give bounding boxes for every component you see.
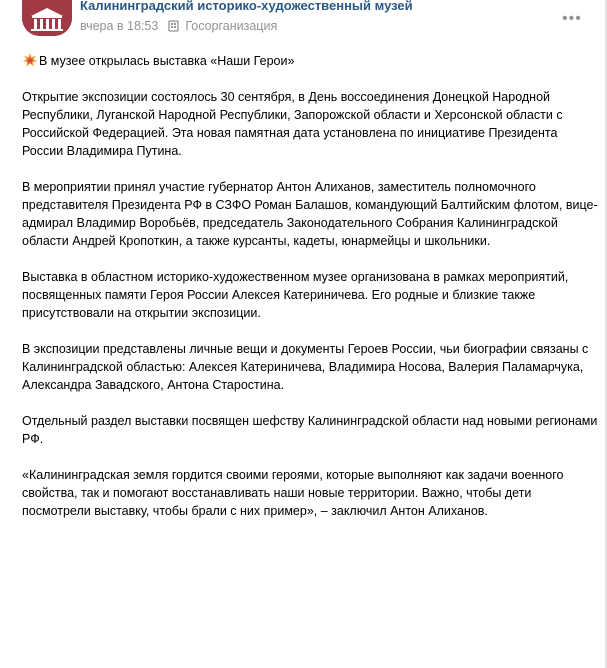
post-paragraph-2: В мероприятии принял участие губернатор Антон Алиханов, заместитель полномочного представителя Президента РФ в СЗФО Роман Балашов, командующий Балтийским флотом, вице-адмирал Владимир Воробьёв, председатель Законодательного Собрания Калининградской области Андрей Кропоткин, а также курсанты, кадеты, юнармейцы и школьники. [22,180,598,248]
post-header [0,0,607,42]
post-paragraph-4: В экспозиции представлены личные вещи и документы Героев России, чьи биографии связаны с Калининградской областью: Алексея Катериничева, Владимира Носова, Валерия Паламарчука, Александра Завадского, Антона Старостина. [22,342,589,392]
post-title: В музее открылась выставка «Наши Герои» [39,54,295,68]
post-time-link[interactable]: вчера в 18:53 [80,19,159,33]
post-title-line [22,52,600,70]
community-name-link[interactable]: Калининградский историко-художественный музей [80,0,413,13]
post-paragraph-5: Отдельный раздел выставки посвящен шефству Калининградской области над новыми регионами РФ. [22,414,598,446]
museum-building-logo [22,0,72,36]
post-paragraph-6: «Калининградская земля гордится своими героями, которые выполняют как задачи военного свойства, так и помогают восстанавливать наши новые территории. Важно, чтобы дети посмотрели выставку, чтобы брали с них пример», – заключил Антон Алиханов. [22,468,564,518]
more-dots-icon[interactable]: ••• [562,10,582,27]
post-text [22,52,600,520]
post-paragraph-3: Выставка в областном историко-художественном музее организована в рамках мероприятий, посвященных памяти Героя России Алексея Катериничева. Его родные и близкие также присутствовали на открытии экспозиции. [22,270,569,320]
collision-burst-icon [22,53,38,67]
org-type-label: Госорганизация [185,19,278,33]
community-avatar[interactable] [22,0,72,36]
government-building-icon [168,20,179,32]
post-meta [80,19,277,33]
post-paragraph-1: Открытие экспозиции состоялось 30 сентября, в День воссоединения Донецкой Народной Республики, Луганской Народной Республики, Запорожской области и Херсонской области с Российской Федерацией. Эта новая памятная дата установлена по инициативе Президента России Владимира Путина. [22,90,563,158]
